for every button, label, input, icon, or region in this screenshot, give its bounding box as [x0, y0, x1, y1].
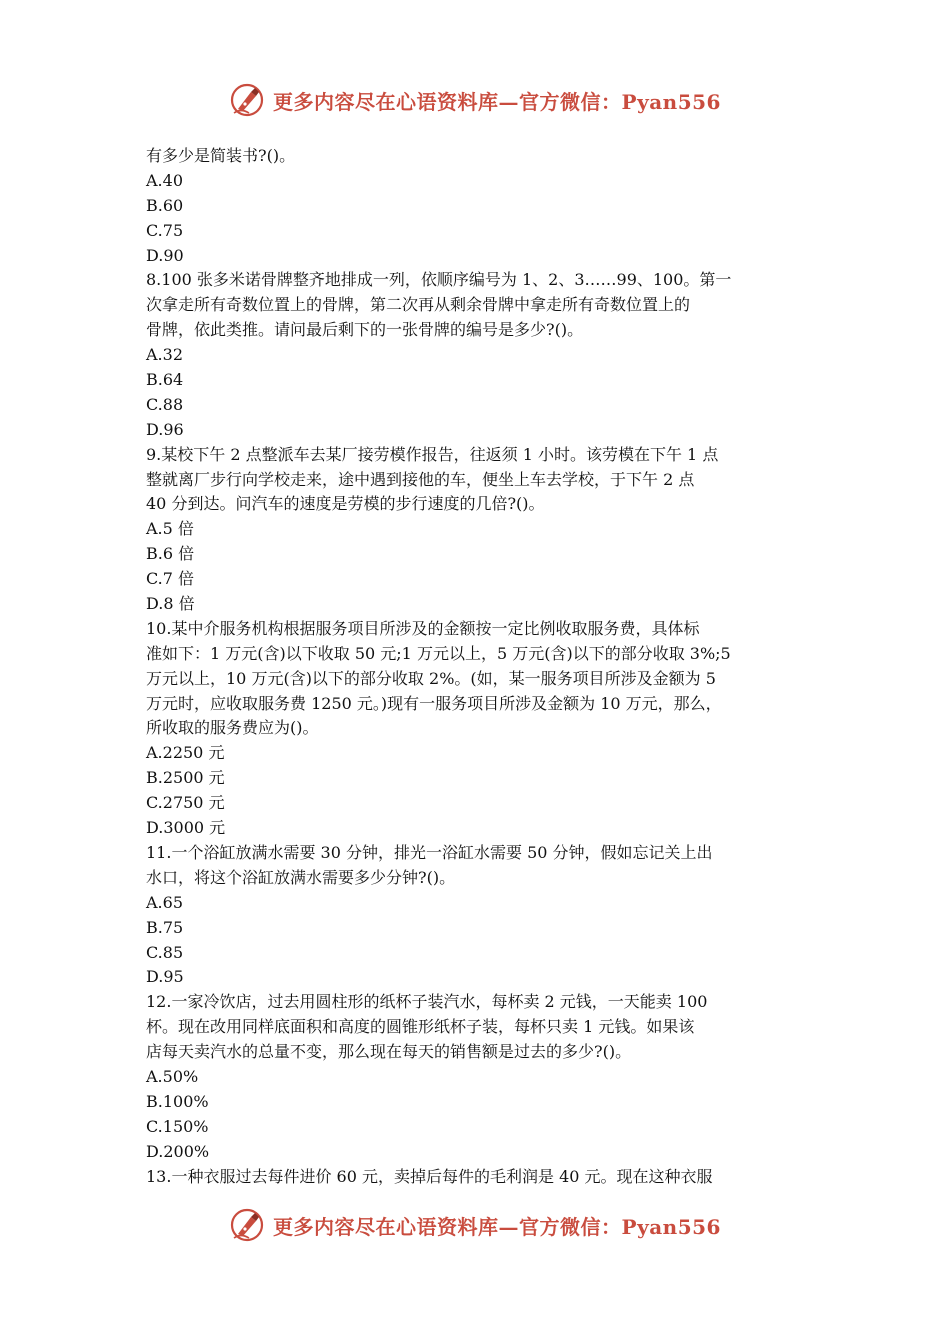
question-line: 11.一个浴缸放满水需要 30 分钟，排光一浴缸水需要 50 分钟，假如忘记关上出 — [146, 842, 713, 862]
option-line: D.3000 元 — [146, 818, 226, 838]
question-line: 10.某中介服务机构根据服务项目所涉及的金额按一定比例收取服务费，具体标 — [146, 618, 700, 638]
question-line: 水口，将这个浴缸放满水需要多少分钟?()。 — [146, 867, 456, 887]
option-line: A.50% — [146, 1066, 199, 1086]
question-line: 杯。现在改用同样底面积和高度的圆锥形纸杯子装，每杯只卖 1 元钱。如果该 — [146, 1017, 695, 1037]
option-line: C.88 — [146, 394, 184, 414]
option-line: C.85 — [146, 942, 184, 962]
question-line: 整就离厂步行向学校走来，途中遇到接他的车，便坐上车去学校，于下午 2 点 — [146, 469, 695, 489]
option-line: D.8 倍 — [146, 594, 195, 614]
document-body — [146, 144, 826, 1189]
question-line: 骨牌，依此类推。请问最后剩下的一张骨牌的编号是多少?()。 — [146, 320, 584, 340]
option-line: D.95 — [146, 967, 184, 987]
watermark-text: 更多内容尽在心语资料库—官方微信：Pyan556 — [273, 89, 721, 114]
header-watermark — [0, 82, 950, 118]
question-line: 万元时，应收取服务费 1250 元。)现有一服务项目所涉及金额为 10 万元，那么， — [146, 693, 722, 713]
watermark-text: 更多内容尽在心语资料库—官方微信：Pyan556 — [273, 1214, 721, 1239]
option-line: C.2750 元 — [146, 793, 225, 813]
question-line: 13.一种衣服过去每件进价 60 元，卖掉后每件的毛利润是 40 元。现在这种衣服 — [146, 1166, 713, 1186]
option-line: A.5 倍 — [146, 519, 194, 539]
question-line: 9.某校下午 2 点整派车去某厂接劳模作报告，往返须 1 小时。该劳模在下午 1 点 — [146, 444, 719, 464]
pen-nib-logo-icon — [229, 1207, 265, 1243]
option-line: A.40 — [146, 170, 183, 190]
option-line: B.75 — [146, 917, 184, 937]
option-line: B.64 — [146, 370, 184, 390]
question-line: 准如下：1 万元(含)以下收取 50 元;1 万元以上，5 万元(含)以下的部分收取 3%;5 — [146, 643, 731, 663]
option-line: B.6 倍 — [146, 544, 195, 564]
option-line: C.150% — [146, 1116, 209, 1136]
option-line: D.200% — [146, 1141, 210, 1161]
question-line: 所收取的服务费应为()。 — [146, 718, 319, 738]
pen-nib-logo-icon — [229, 82, 265, 118]
option-line: D.90 — [146, 245, 184, 265]
option-line: C.75 — [146, 220, 184, 240]
option-line: B.100% — [146, 1091, 209, 1111]
option-line: B.2500 元 — [146, 768, 225, 788]
question-line: 40 分到达。问汽车的速度是劳模的步行速度的几倍?()。 — [146, 494, 545, 514]
question-line: 万元以上，10 万元(含)以下的部分收取 2%。(如，某一服务项目所涉及金额为 5 — [146, 668, 716, 688]
question-line: 店每天卖汽水的总量不变，那么现在每天的销售额是过去的多少?()。 — [146, 1042, 632, 1062]
question-line: 12.一家冷饮店，过去用圆柱形的纸杯子装汽水，每杯卖 2 元钱，一天能卖 100 — [146, 992, 708, 1012]
option-line: B.60 — [146, 195, 184, 215]
option-line: A.65 — [146, 892, 183, 912]
text-line: 有多少是简装书?()。 — [146, 146, 296, 165]
footer-watermark — [0, 1207, 950, 1243]
option-line: C.7 倍 — [146, 569, 195, 589]
option-line: A.2250 元 — [146, 743, 225, 763]
question-line: 次拿走所有奇数位置上的骨牌，第二次再从剩余骨牌中拿走所有奇数位置上的 — [146, 295, 691, 315]
option-line: A.32 — [146, 345, 183, 365]
question-line: 8.100 张多米诺骨牌整齐地排成一列，依顺序编号为 1、2、3……99、100。第一 — [146, 270, 732, 290]
option-line: D.96 — [146, 419, 184, 439]
